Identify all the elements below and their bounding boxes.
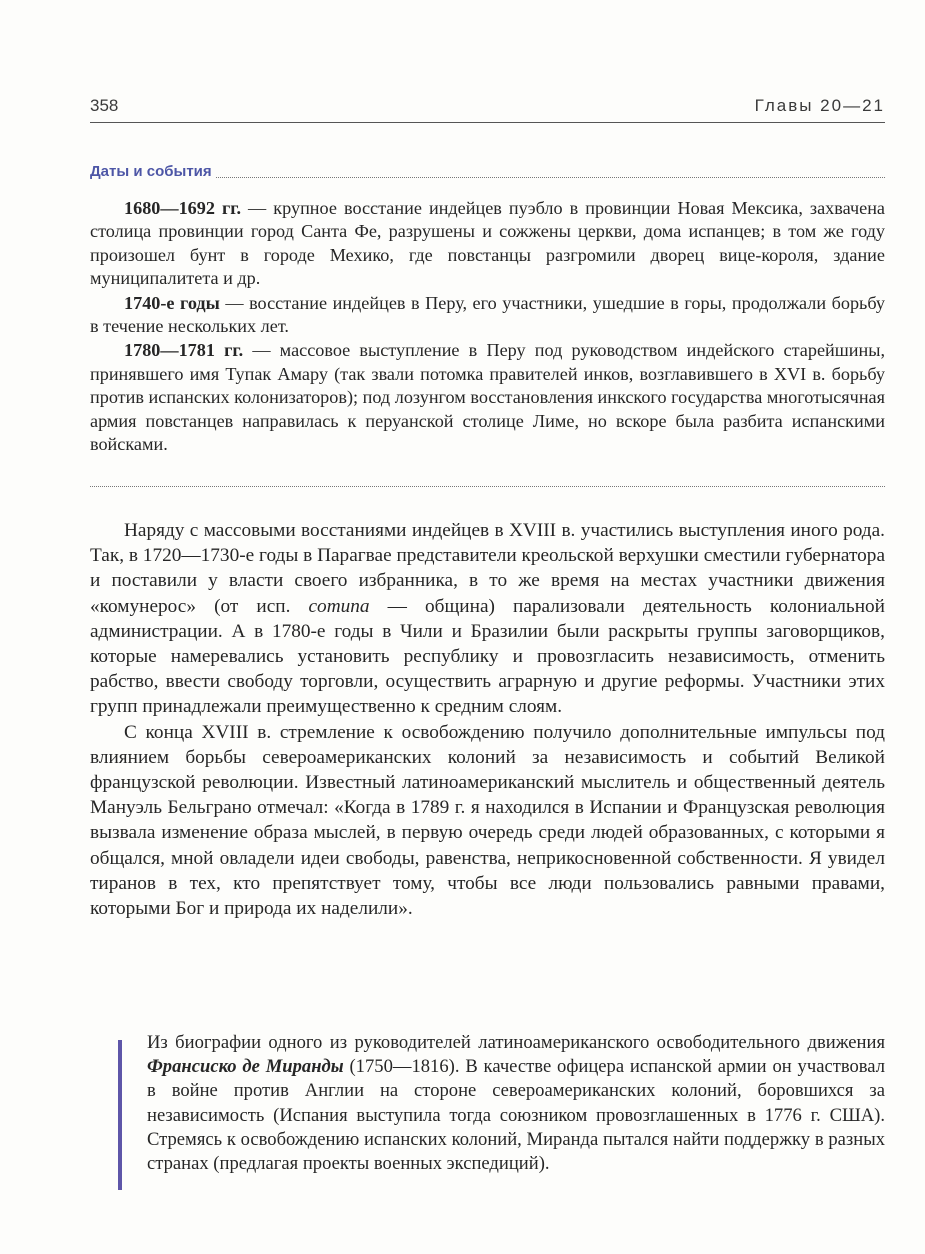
bio-accent-bar — [118, 1040, 122, 1190]
header-rule — [90, 122, 885, 123]
date-entry — [90, 339, 885, 456]
latin-term: comuna — [308, 595, 370, 617]
date-label: 1780—1781 гг. — [124, 340, 244, 361]
chapter-title: Главы 20—21 — [754, 96, 885, 115]
paragraph: Наряду с массовыми восстаниями индейцев в XVIII в. участились выступления иного рода. Так, в 1720—1730-е годы в Парагвае представители креольской верхушки сместили губернатора и поставили у власти своего избранника, в то же время на местах участники движения «комунерос» (от исп. comuna — община) парализовали деятельность колониальной администрации. А в 1780-е годы в Чили и Бразилии были раскрыты группы заговорщиков, которые намеревались установить республику и провозгласить независимость, отменить рабство, ввести свободу торговли, осуществить аграрную и другие реформы. Участники этих групп принадлежали преимущественно к средним слоям. — [90, 520, 885, 718]
person-name: Франсиско де Миранды — [147, 1056, 344, 1078]
date-label: 1680—1692 гг. — [124, 198, 241, 218]
date-entry — [90, 292, 885, 339]
date-entry — [90, 197, 885, 291]
dates-box — [90, 197, 885, 457]
paragraph: С конца XVIII в. стремление к освобождению получило дополнительные импульсы под влиянием борьбы североамериканских колоний за независимость и событий Великой французской революции. Известный латиноамериканский мыслитель и общественный деятель Мануэль Бельграно отмечал: «Когда в 1789 г. я находился в Испании и Французская революция вызвала изменение образа мыслей, в первую очередь среди людей образованных, с которыми я общался, мной овладели идеи свободы, равенства, неприкосновенной собственности. Я увидел тиранов в тех, кто препятствует тому, чтобы все люди пользовались равными правами, которыми Бог и природа их наделили». — [90, 721, 885, 920]
date-text: — восстание индейцев в Перу, его участники, ушедшие в горы, продолжали борьбу в течение нескольких лет. — [90, 292, 885, 337]
biography-box — [147, 1031, 885, 1176]
dates-section-title: Даты и события — [90, 163, 216, 180]
biography-text: Из биографии одного из руководителей латиноамериканского освободительного движения Франсиско де Миранды (1750—1816). В качестве офицера испанской армии он участвовал в войне против Англии на стороне североамериканских колоний, боровшихся за независимость (Испания выступила тогда союзником провозглашенных в 1776 г. США). Стремясь к освобождению испанских колоний, Миранда пытался найти поддержку в разных странах (предлагая проекты военных экспедиций). — [147, 1032, 885, 1175]
date-label: 1740-е годы — [124, 292, 220, 313]
dates-bottom-rule — [90, 486, 885, 487]
date-text: — крупное восстание индейцев пуэбло в провинции Новая Мексика, захвачена столица провинции город Санта Фе, разрушены и сожжены церкви, дома испанцев; в том же году произошел бунт в городе Мехико, где повстанцы разгромили дворец вице-короля, здание муниципалитета и др. — [90, 198, 885, 289]
main-text — [90, 518, 885, 921]
page-number: 358 — [90, 96, 119, 115]
date-text: — массовое выступление в Перу под руководством индейского старейшины, принявшего имя Тупак Амару (так звали потомка правителей инков, возглавившего в XVI в. борьбу против испанских колонизаторов); под лозунгом восстановления инкского государства многотысячная армия повстанцев направилась к перуанской столице Лиме, но вскоре была разбита испанскими войсками. — [90, 340, 886, 455]
page-header — [90, 96, 885, 122]
